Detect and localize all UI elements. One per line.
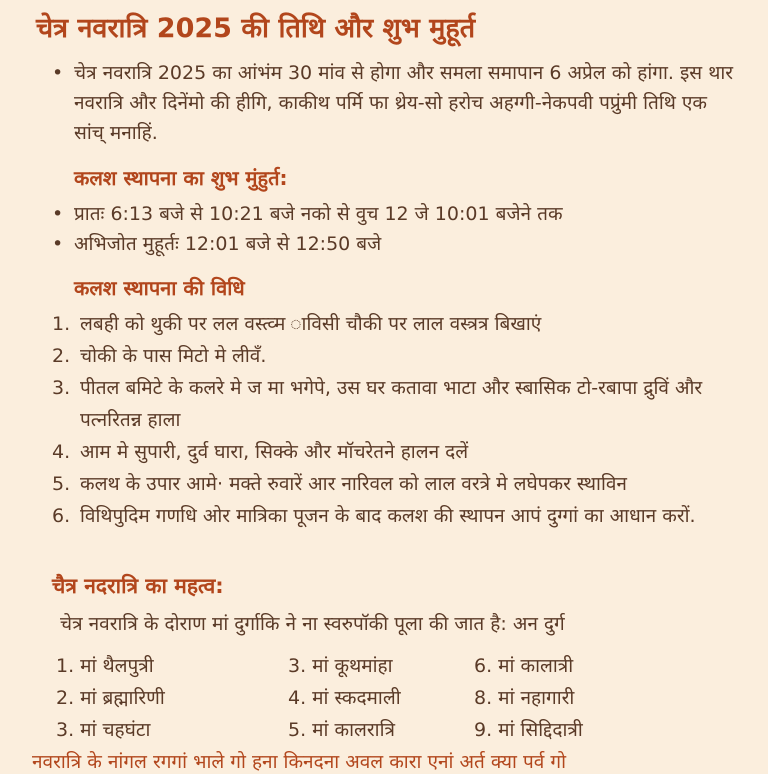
footer-cut-text: नवरात्रि के नांगल रगगां भाले गो हना किनदना अवल कारा एनां अर्त क्या पर्व गो xyxy=(32,751,567,773)
durga-form-item: 9. मां सिद्दिदात्री xyxy=(474,719,583,741)
durga-form-item: 8. मां नहागारी xyxy=(474,687,575,709)
vidhi-step xyxy=(52,468,752,500)
kalash-muhurat-heading: कलश स्थापना का शुभ मुंहुर्त: xyxy=(74,166,288,190)
step-text: आम मे सुपारी, दुर्व घारा, सिक्के और मॉचरेतने हालन दलें xyxy=(80,441,469,463)
durga-forms-grid xyxy=(0,650,768,750)
mahatva-text: चेत्र नवरात्रि के दोराण मां दुर्गाकि ने ना स्वरुपॉकी पूला की जात है: अन दुर्ग xyxy=(60,613,565,635)
vidhi-step xyxy=(52,308,752,340)
mahatva-heading: चैत्र नदरात्रि का महत्व: xyxy=(52,574,224,598)
step-text: लबही को थुकी पर लल वस्त्व्म ाविसी चौकी पर लाल वस्त्रत्र बिखाएं xyxy=(80,313,542,335)
step-number: 6. xyxy=(52,505,71,527)
step-number: 3. xyxy=(52,377,71,399)
step-text: कलथ के उपार आमे· मक्ते रुवारें आर नारिवल को लाल वरत्रे मे लघेपकर स्थाविन xyxy=(80,473,627,495)
durga-form-item: 6. मां कालात्री xyxy=(474,655,574,677)
step-text: चोकी के पास मिटो मे लीवँ. xyxy=(80,345,267,367)
vidhi-step xyxy=(52,340,752,372)
durga-form-item: 2. मां ब्रह्मारिणी xyxy=(56,687,165,709)
step-number: 1. xyxy=(52,313,71,335)
step-number: 4. xyxy=(52,441,71,463)
step-text: विथिपुदिम गणधि ओर मात्रिका पूजन के बाद कलश की स्थापन आपं दुग्गां का आधान करों. xyxy=(80,505,696,527)
muhurat-bullet: • अभिजोत मुहूर्तः 12:01 बजे से 12:50 बजे xyxy=(52,229,742,259)
durga-form-item: 1. मां थैलपुत्री xyxy=(56,655,154,677)
step-number: 2. xyxy=(52,345,71,367)
vidhi-heading: कलश स्थापना की विधि xyxy=(74,276,245,300)
durga-form-item: 3. मां कूथमांहा xyxy=(288,655,393,677)
vidhi-step xyxy=(52,500,752,532)
muhurat-bullet: • प्रातः 6:13 बजे से 10:21 बजे नको से वुच 12 जे 10:01 बजेने तक xyxy=(52,199,742,229)
durga-form-item: 3. मां चहघंटा xyxy=(56,719,151,741)
step-number: 5. xyxy=(52,473,71,495)
intro-bullet: • चेत्र नवरात्रि 2025 का आंभंम 30 मांव से होगा और समला समापान 6 अप्रेल को हांगा. इस थार नवरात्रि और दिनेंमो की हीगि, काकीथ पर्मि फा थ्रेय-सो हरोच अहग्गी-नेकपवी पप्रुंमी तिथि एक सांच् मनाहिं. xyxy=(52,58,742,148)
intro-list xyxy=(52,58,742,148)
vidhi-step xyxy=(52,372,752,436)
page-title: चेत्र नवरात्रि 2025 की तिथि और शुभ मुहूर्त xyxy=(36,13,476,44)
muhurat-list xyxy=(52,199,742,259)
step-text: पीतल बमिटे के कलरे मे ज मा भगेपे, उस घर कतावा भाटा और स्बासिक टो-रबापा द्रुविं और पत्नरितन्न हाला xyxy=(80,377,703,431)
vidhi-step xyxy=(52,436,752,468)
vidhi-steps xyxy=(52,308,752,532)
durga-form-item: 5. मां कालरात्रि xyxy=(288,719,395,741)
durga-form-item: 4. मां स्कदमाली xyxy=(288,687,401,709)
